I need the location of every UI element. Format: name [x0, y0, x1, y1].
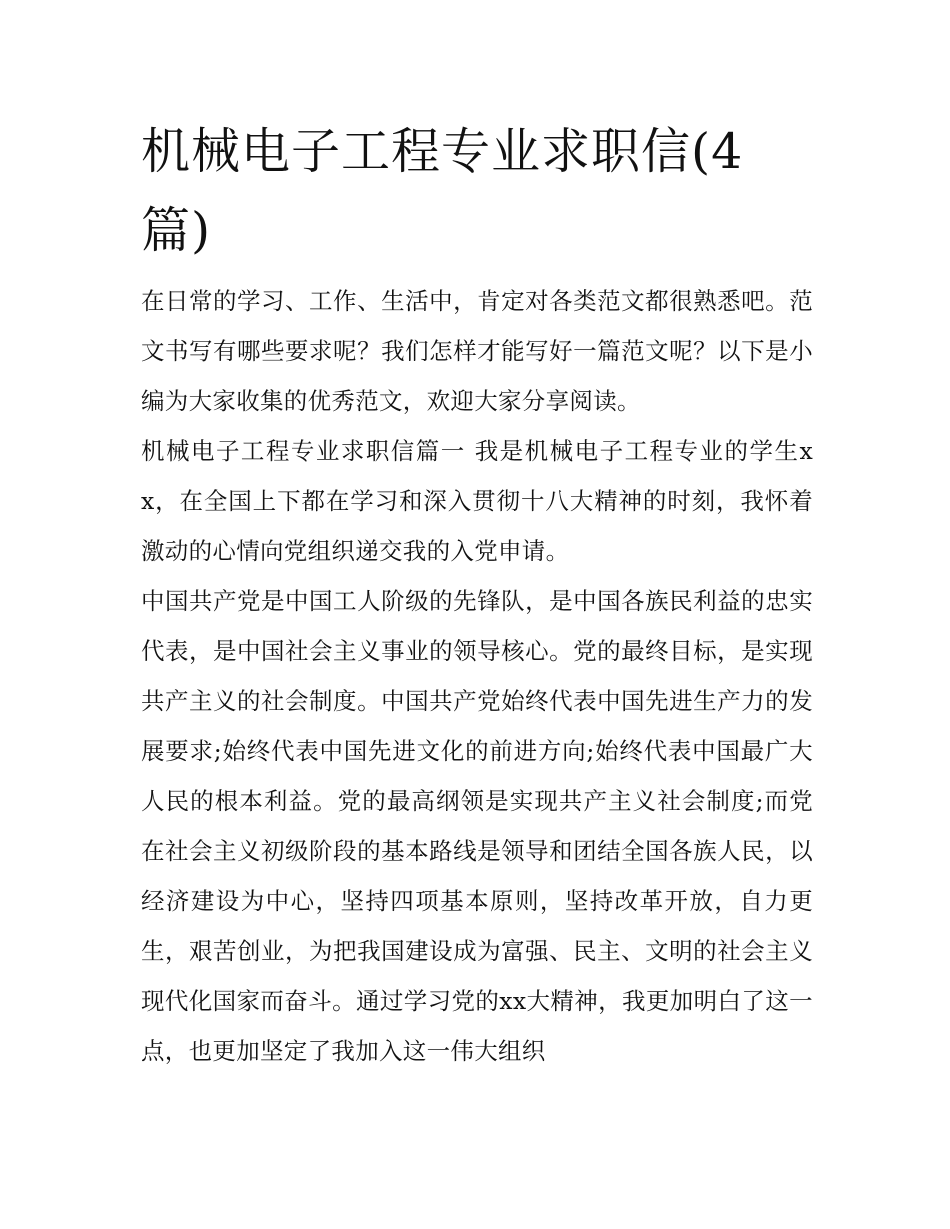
letter-opening-paragraph: 机械电子工程专业求职信篇一 我是机械电子工程专业的学生xx，在全国上下都在学习和深入贯彻十八大精神的时刻，我怀着激动的心情向党组织递交我的入党申请。 — [141, 437, 813, 565]
page-title: 机械电子工程专业求职信(4篇) — [141, 123, 744, 259]
party-description-paragraph: 中国共产党是中国工人阶级的先锋队，是中国各族民利益的忠实代表，是中国社会主义事业的领导核心。党的最终目标，是实现共产主义的社会制度。中国共产党始终代表中国先进生产力的发展要求;始终代表中国先进文化的前进方向;始终代表中国最广大人民的根本利益。党的最高纲领是实现共产主义社会制度;而党在社会主义初级阶段的基本路线是领导和团结全国各族人民，以经济建设为中心，坚持四项基本原则，坚持改革开放，自力更生，艰苦创业，为把我国建设成为富强、民主、文明的社会主义现代化国家而奋斗。通过学习党的xx大精神，我更加明白了这一点，也更加坚定了我加入这一伟大组织 — [141, 587, 813, 1065]
document-body — [141, 276, 813, 1076]
intro-paragraph: 在日常的学习、工作、生活中，肯定对各类范文都很熟悉吧。范文书写有哪些要求呢？我们怎样才能写好一篇范文呢？以下是小编为大家收集的优秀范文，欢迎大家分享阅读。 — [141, 287, 813, 415]
